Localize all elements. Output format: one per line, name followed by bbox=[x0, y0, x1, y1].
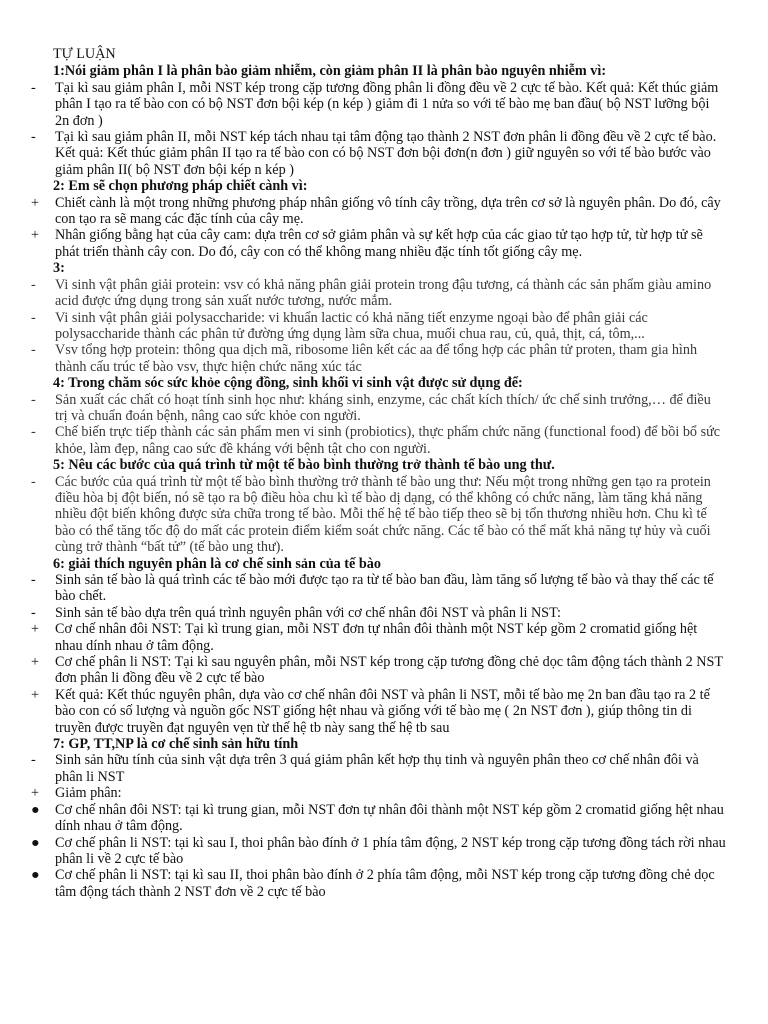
list-item-text: Giảm phân: bbox=[55, 785, 122, 802]
list-item-text: Sinh sản tế bào là quá trình các tế bào mới được tạo ra từ tế bào ban đầu, làm tăng số lượng tế bào và thay thế các tế bào chết. bbox=[55, 572, 714, 605]
list-marker: - bbox=[31, 572, 36, 588]
list-marker: ● bbox=[31, 867, 40, 884]
list-item-text: Sản xuất các chất có hoạt tính sinh học như: kháng sinh, enzyme, các chất kích thích/ ức chế sinh trưởng,… để điều trị và chuẩn đoán bệnh, nâng cao sức khỏe con người. bbox=[55, 391, 711, 424]
list-item bbox=[0, 342, 768, 375]
list-item-text: Các bước của quá trình từ một tế bào bình thường trở thành tế bào ung thư: Nếu một trong những gen tạo ra protein điều hòa bị đột biến, nó sẽ tạo ra bộ điều hòa chu kì tế bào dị dạng, có thể không có chức năng, làm tăng khả năng nhiều đột biến không được sửa chữa trong tế bào. Mỗi thế hệ tế bào tiếp theo sẽ bị tổn thương nhiều hơn. Chu kì tế bào có thể tăng tốc độ do mất các protein điểm kiểm soát chức năng. Các tế bào có thể mất khả năng tự hủy và cuối cùng trở thành “bất tử” (tế bào ung thư). bbox=[55, 473, 711, 556]
list-item bbox=[0, 277, 768, 310]
list-item-text: Vsv tổng hợp protein: thông qua dịch mã, ribosome liên kết các aa để tổng hợp các phân tử proten, tham gia hình thành cấu trúc tế bào vsv, thực hiện chức năng xúc tác bbox=[55, 342, 698, 375]
list-item bbox=[0, 802, 768, 835]
list-item-text: Sinh sản tế bào dựa trên quá trình nguyên phân với cơ chế nhân đôi NST và phân li NST: bbox=[55, 604, 561, 621]
list-item-text: Nhân giống bằng hạt của cây cam: dựa trên cơ sở giảm phân và sự kết hợp của các giao tử tạo hợp tử, từ hợp tử sẽ phát triển thành cây con. Do đó, cây con có thể không mang nhiều đặc tính tốt giống cây mẹ. bbox=[55, 227, 703, 260]
document-title: TỰ LUẬN bbox=[53, 46, 116, 62]
list-item-text: Chế biến trực tiếp thành các sản phẩm men vi sinh (probiotics), thực phẩm chức năng (functional food) để bồi bổ sức khỏe, làm đẹp, nâng cao sức đề kháng với bệnh tật cho con người. bbox=[55, 424, 721, 457]
document-body bbox=[0, 46, 768, 900]
list-item bbox=[0, 654, 768, 687]
list-item bbox=[0, 785, 768, 801]
list-item bbox=[0, 835, 768, 868]
list-item-text: Cơ chế nhân đôi NST: Tại kì trung gian, mỗi NST đơn tự nhân đôi thành một NST kép gồm 2 cromatid giống hệt nhau dính nhau ở tâm động. bbox=[55, 621, 698, 654]
list-item bbox=[0, 80, 768, 129]
list-item-text: Chiết cành là một trong những phương pháp nhân giống vô tính cây trồng, dựa trên cơ sở là nguyên phân. Do đó, cây con tạo ra sẽ mang các đặc tính của cây mẹ. bbox=[55, 194, 721, 228]
section-heading: 7: GP, TT,NP là cơ chế sinh sản hữu tính bbox=[53, 736, 299, 753]
list-marker: - bbox=[31, 342, 36, 359]
section-heading: 6: giải thích nguyên phân là cơ chế sinh sản của tế bào bbox=[53, 555, 381, 572]
list-marker: + bbox=[31, 194, 40, 211]
list-marker: - bbox=[31, 276, 36, 293]
list-item-text: Cơ chế nhân đôi NST: tại kì trung gian, mỗi NST đơn tự nhân đôi thành một NST kép gồm 2 cromatid giống hệt nhau dính nhau ở tâm động. bbox=[55, 801, 724, 835]
list-item-text: Cơ chế phân li NST: tại kì sau I, thoi phân bào đính ở 1 phía tâm động, 2 NST kép trong cặp tương đồng tách rời nhau phân li về 2 cực tế bào bbox=[55, 834, 726, 867]
list-item bbox=[0, 752, 768, 785]
list-item bbox=[0, 572, 768, 605]
list-marker: ● bbox=[31, 801, 40, 818]
list-item-text: Vi sinh vật phân giải polysaccharide: vi khuẩn lactic có khả năng tiết enzyme ngoại bào để phân giải các polysaccharide thành các phân tử đường ứng dụng làm sữa chua, muối chua rau, củ, quả, thịt, cá, tôm,... bbox=[55, 309, 648, 342]
list-item bbox=[0, 474, 768, 556]
list-item bbox=[0, 310, 768, 343]
list-marker: - bbox=[31, 473, 36, 490]
list-marker: + bbox=[31, 785, 40, 802]
list-item-text: Tại kì sau giảm phân I, mỗi NST kép trong cặp tương đồng phân li đồng đều về 2 cực tế bào. Kết quả: Kết thúc giảm phân I tạo ra tế bào con có bộ NST đơn bội kép (n kép ) giảm đi 1 nửa so với tế bào mẹ ban đầu( bộ NST lưỡng bội 2n đơn ) bbox=[55, 79, 719, 129]
list-item-text: Cơ chế phân li NST: Tại kì sau nguyên phân, mỗi NST kép trong cặp tương đồng chẻ dọc tâm động tách thành 2 NST đơn phân li đồng đều về 2 cực tế bào bbox=[55, 654, 723, 687]
list-item bbox=[0, 605, 768, 621]
list-marker: - bbox=[31, 604, 36, 621]
section-heading: 2: Em sẽ chọn phương pháp chiết cành vì: bbox=[53, 178, 308, 195]
list-item-text: Vi sinh vật phân giải protein: vsv có khả năng phân giải protein trong đậu tương, cá thành các sản phẩm giàu amino acid được ứng dụng trong sản xuất nước tương, nước mắm. bbox=[55, 276, 712, 310]
list-marker: - bbox=[31, 424, 36, 441]
list-marker: - bbox=[31, 391, 36, 408]
list-item-text: Cơ chế phân li NST: tại kì sau II, thoi phân bào đính ở 2 phía tâm động, mỗi NST kép trong cặp tương đồng chẻ dọc tâm động tách thành 2 NST đơn về 2 cực tế bào bbox=[55, 867, 715, 900]
list-marker: + bbox=[31, 621, 40, 638]
list-item bbox=[0, 687, 768, 736]
section-heading: 3: bbox=[53, 260, 65, 277]
list-marker: - bbox=[31, 752, 36, 769]
list-marker: + bbox=[31, 654, 40, 671]
list-item-text: Sinh sản hữu tính của sinh vật dựa trên 3 quá giảm phân kết hợp thụ tinh và nguyên phân theo cơ chế nhân đôi và phân li NST bbox=[55, 752, 699, 785]
list-marker: - bbox=[31, 79, 36, 96]
list-marker: ● bbox=[31, 834, 40, 851]
section-heading: 1:Nói giảm phân I là phân bào giảm nhiễm, còn giảm phân II là phân bào nguyên nhiễm vì: bbox=[53, 63, 607, 80]
list-marker: - bbox=[31, 309, 36, 326]
list-marker: - bbox=[31, 129, 36, 146]
list-item bbox=[0, 867, 768, 900]
list-marker: + bbox=[31, 227, 40, 244]
list-item bbox=[0, 227, 768, 260]
section-heading: 4: Trong chăm sóc sức khỏe cộng đồng, sinh khối vi sinh vật được sử dụng để: bbox=[53, 375, 523, 392]
list-item bbox=[0, 129, 768, 178]
list-item bbox=[0, 195, 768, 228]
list-item bbox=[0, 392, 768, 425]
list-marker: + bbox=[31, 686, 40, 703]
list-item-text: Kết quả: Kết thúc nguyên phân, dựa vào cơ chế nhân đôi NST và phân li NST, mỗi tế bào mẹ 2n ban đầu tạo ra 2 tế bào con có số lượng và nguồn gốc NST giống hệt nhau và giống với tế bào mẹ ( 2n NST đơn ), giúp thông tin di truyền được truyền đạt nguyên vẹn từ thế hệ tb này sang thế hệ tb sau bbox=[55, 686, 710, 736]
list-item bbox=[0, 424, 768, 457]
list-item bbox=[0, 621, 768, 654]
section-heading: 5: Nêu các bước của quá trình từ một tế bào bình thường trở thành tế bào ung thư. bbox=[53, 457, 555, 474]
list-item-text: Tại kì sau giảm phân II, mỗi NST kép tách nhau tại tâm động tạo thành 2 NST đơn phân li đồng đều về 2 cực tế bào. Kết quả: Kết thúc giảm phân II tạo ra tế bào con có bộ NST đơn bội đơn(n đơn ) giữ nguyên so với tế bào bước vào giảm phân II( bộ NST đơn bội kép n kép ) bbox=[55, 129, 717, 178]
